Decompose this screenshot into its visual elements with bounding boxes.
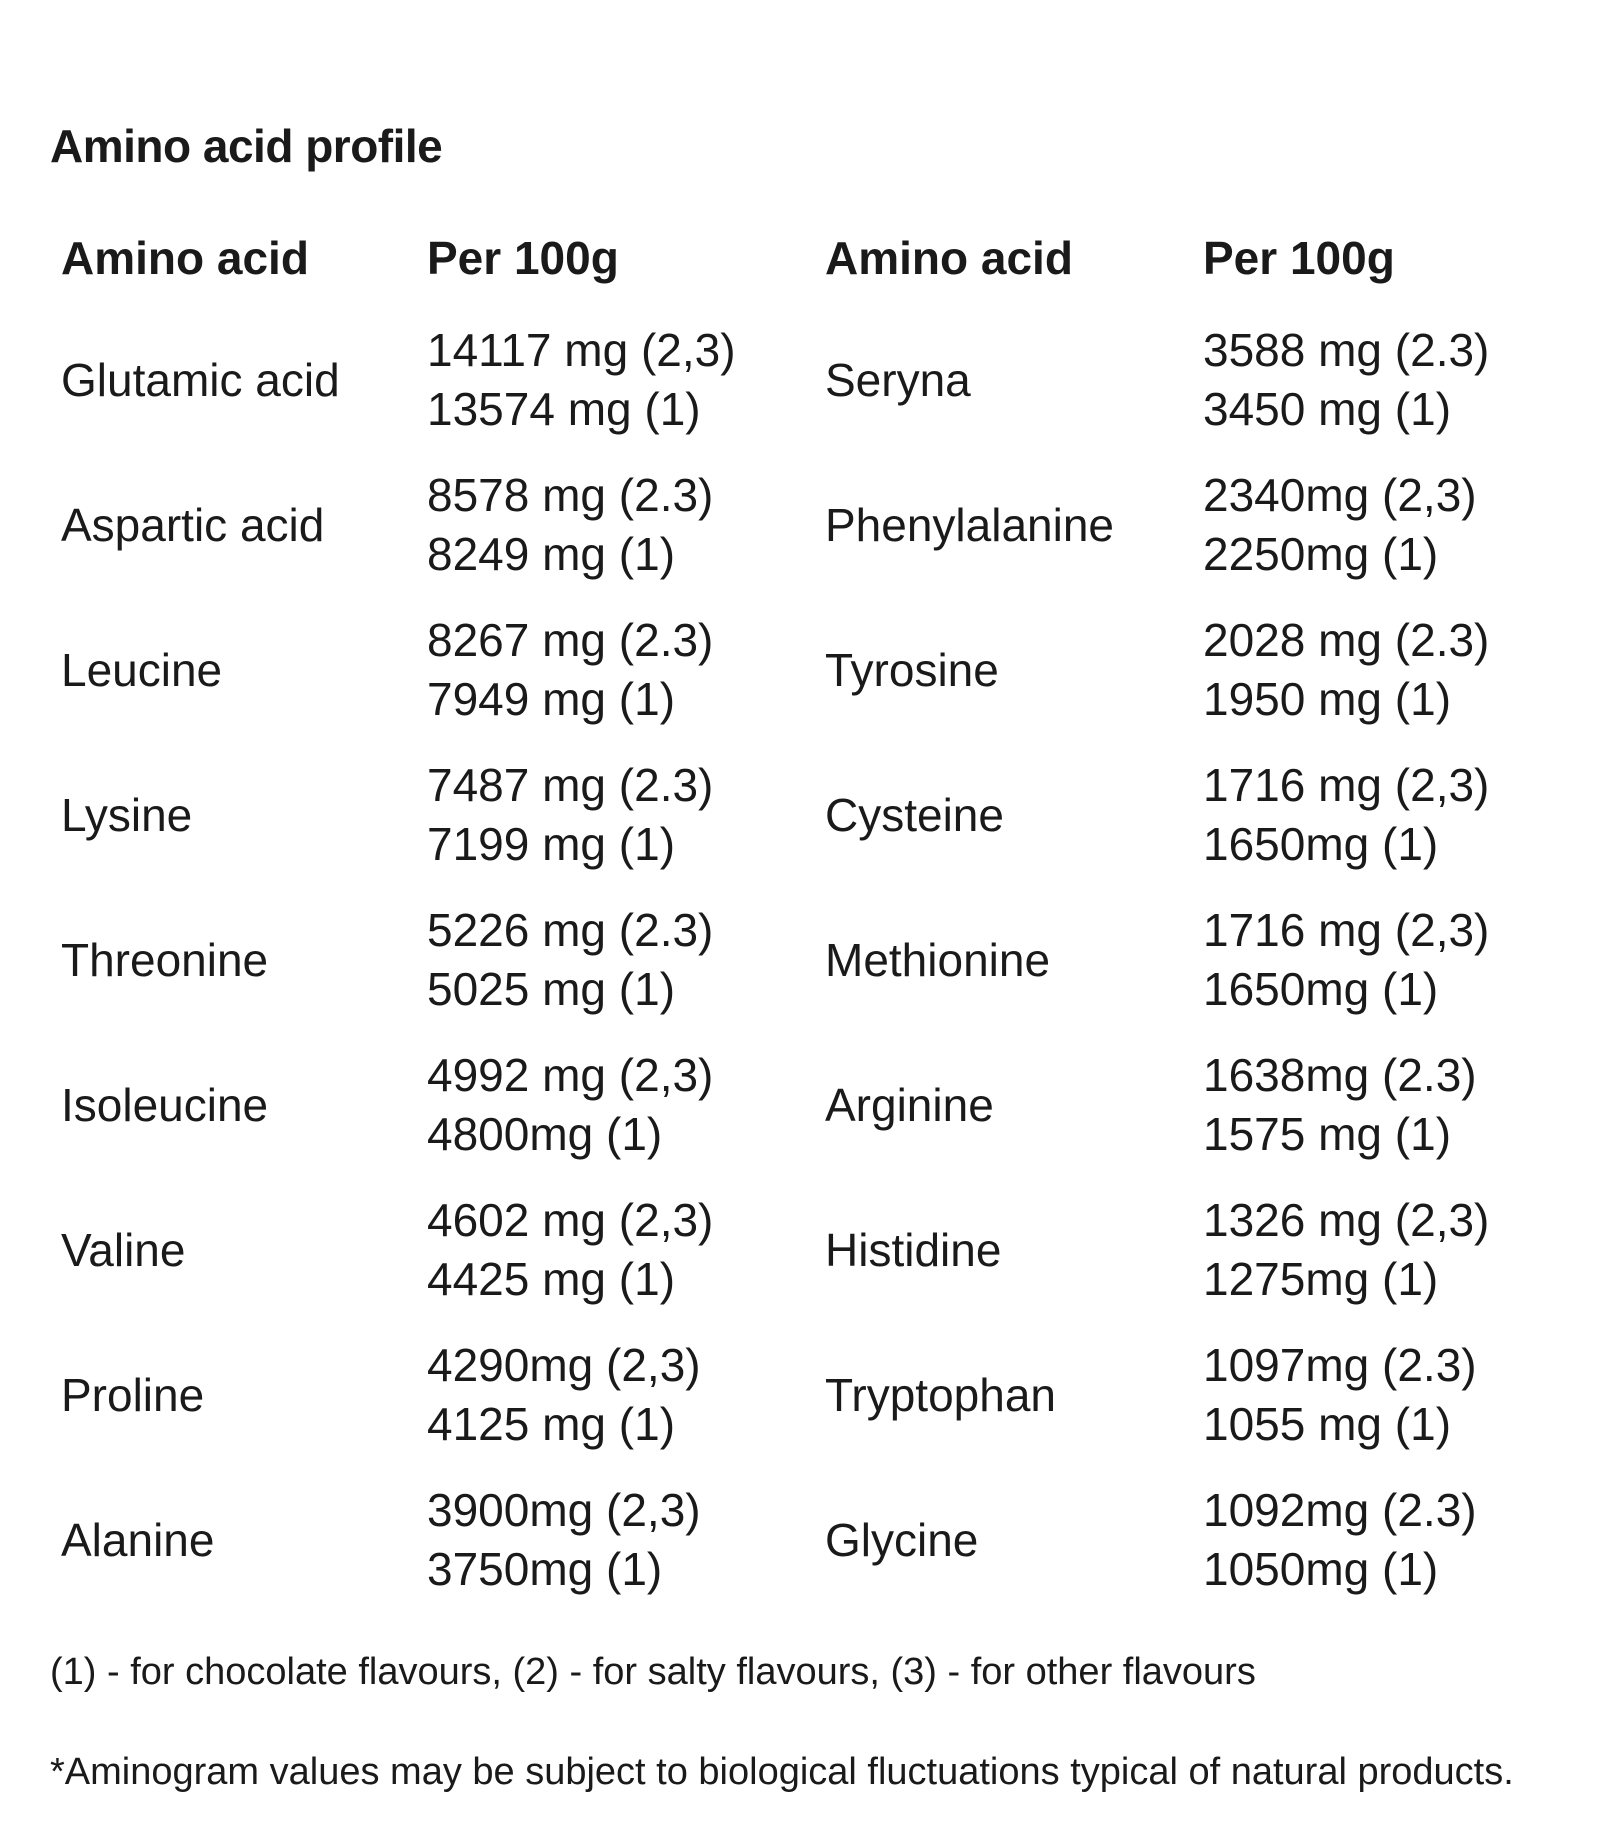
amino-acid-name: Isoleucine [61, 1079, 269, 1131]
amino-acid-values [427, 900, 713, 1020]
table-row [0, 320, 1600, 465]
amino-acid-name: Arginine [825, 1079, 994, 1131]
value-line: 7487 mg (2.3) [427, 759, 714, 811]
amino-acid-values [1203, 320, 1489, 440]
table-header [0, 228, 1600, 292]
value-line: 4125 mg (1) [427, 1398, 676, 1450]
value-line: 1650mg (1) [1203, 818, 1439, 870]
amino-acid-name: Methionine [825, 934, 1051, 986]
flavour-key-footnote: (1) - for chocolate flavours, (2) - for salty flavours, (3) - for other flavours [50, 1651, 1256, 1693]
amino-acid-name: Glutamic acid [61, 354, 340, 406]
value-line: 4425 mg (1) [427, 1253, 676, 1305]
value-line: 8578 mg (2.3) [427, 469, 714, 521]
value-line: 4800mg (1) [427, 1108, 663, 1160]
amino-acid-name: Proline [61, 1369, 205, 1421]
amino-acid-values [427, 1335, 701, 1455]
value-line: 1950 mg (1) [1203, 673, 1452, 725]
amino-acid-values [1203, 900, 1489, 1020]
amino-acid-values [427, 1190, 713, 1310]
table-row [0, 1045, 1600, 1190]
value-line: 5226 mg (2.3) [427, 904, 714, 956]
amino-acid-name: Lysine [61, 789, 193, 841]
value-line: 2340mg (2,3) [1203, 469, 1477, 521]
value-line: 1050mg (1) [1203, 1543, 1439, 1595]
value-line: 1055 mg (1) [1203, 1398, 1452, 1450]
amino-acid-values [1203, 1480, 1477, 1600]
value-line: 3588 mg (2.3) [1203, 324, 1490, 376]
value-line: 8267 mg (2.3) [427, 614, 714, 666]
amino-acid-name: Seryna [825, 354, 971, 406]
amino-acid-values [427, 1045, 713, 1165]
value-line: 5025 mg (1) [427, 963, 676, 1015]
amino-acid-name: Phenylalanine [825, 499, 1115, 551]
value-line: 13574 mg (1) [427, 383, 701, 435]
amino-acid-values [1203, 610, 1489, 730]
value-line: 3750mg (1) [427, 1543, 663, 1595]
table-row [0, 900, 1600, 1045]
amino-acid-values [427, 320, 736, 440]
value-line: 2028 mg (2.3) [1203, 614, 1490, 666]
table-row [0, 610, 1600, 755]
amino-acid-name: Leucine [61, 644, 223, 696]
amino-acid-name: Cysteine [825, 789, 1004, 841]
amino-acid-name: Aspartic acid [61, 499, 325, 551]
table-row [0, 1190, 1600, 1335]
table-row [0, 465, 1600, 610]
value-line: 1650mg (1) [1203, 963, 1439, 1015]
amino-acid-name: Threonine [61, 934, 269, 986]
value-line: 3450 mg (1) [1203, 383, 1452, 435]
amino-acid-values [1203, 1190, 1489, 1310]
value-line: 8249 mg (1) [427, 528, 676, 580]
disclaimer-footnote: *Aminogram values may be subject to biological fluctuations typical of natural products. [50, 1751, 1514, 1793]
value-line: 4290mg (2,3) [427, 1339, 701, 1391]
value-line: 14117 mg (2,3) [427, 324, 736, 376]
amino-acid-name: Tryptophan [825, 1369, 1056, 1421]
amino-acid-name: Glycine [825, 1514, 979, 1566]
header-per-100g-left: Per 100g [427, 232, 619, 284]
page-title: Amino acid profile [50, 120, 443, 172]
value-line: 4992 mg (2,3) [427, 1049, 714, 1101]
value-line: 7949 mg (1) [427, 673, 676, 725]
amino-acid-name: Histidine [825, 1224, 1002, 1276]
amino-acid-values [427, 465, 713, 585]
amino-acid-values [427, 755, 713, 875]
value-line: 4602 mg (2,3) [427, 1194, 714, 1246]
value-line: 1326 mg (2,3) [1203, 1194, 1490, 1246]
amino-acid-values [1203, 465, 1477, 585]
amino-acid-values [427, 610, 713, 730]
value-line: 2250mg (1) [1203, 528, 1439, 580]
table-row [0, 1480, 1600, 1625]
value-line: 1638mg (2.3) [1203, 1049, 1477, 1101]
value-line: 1716 mg (2,3) [1203, 759, 1490, 811]
header-amino-acid-right: Amino acid [825, 232, 1073, 284]
value-line: 1275mg (1) [1203, 1253, 1439, 1305]
amino-acid-name: Tyrosine [825, 644, 999, 696]
table-row [0, 755, 1600, 900]
value-line: 1092mg (2.3) [1203, 1484, 1477, 1536]
header-per-100g-right: Per 100g [1203, 232, 1395, 284]
value-line: 1575 mg (1) [1203, 1108, 1452, 1160]
table-row [0, 1335, 1600, 1480]
value-line: 3900mg (2,3) [427, 1484, 701, 1536]
amino-acid-values [1203, 1335, 1477, 1455]
value-line: 1097mg (2.3) [1203, 1339, 1477, 1391]
header-amino-acid-left: Amino acid [61, 232, 309, 284]
amino-acid-values [1203, 1045, 1477, 1165]
amino-acid-name: Alanine [61, 1514, 215, 1566]
amino-acid-values [1203, 755, 1489, 875]
value-line: 1716 mg (2,3) [1203, 904, 1490, 956]
amino-acid-name: Valine [61, 1224, 186, 1276]
amino-acid-table [0, 320, 1600, 1625]
value-line: 7199 mg (1) [427, 818, 676, 870]
amino-acid-values [427, 1480, 701, 1600]
